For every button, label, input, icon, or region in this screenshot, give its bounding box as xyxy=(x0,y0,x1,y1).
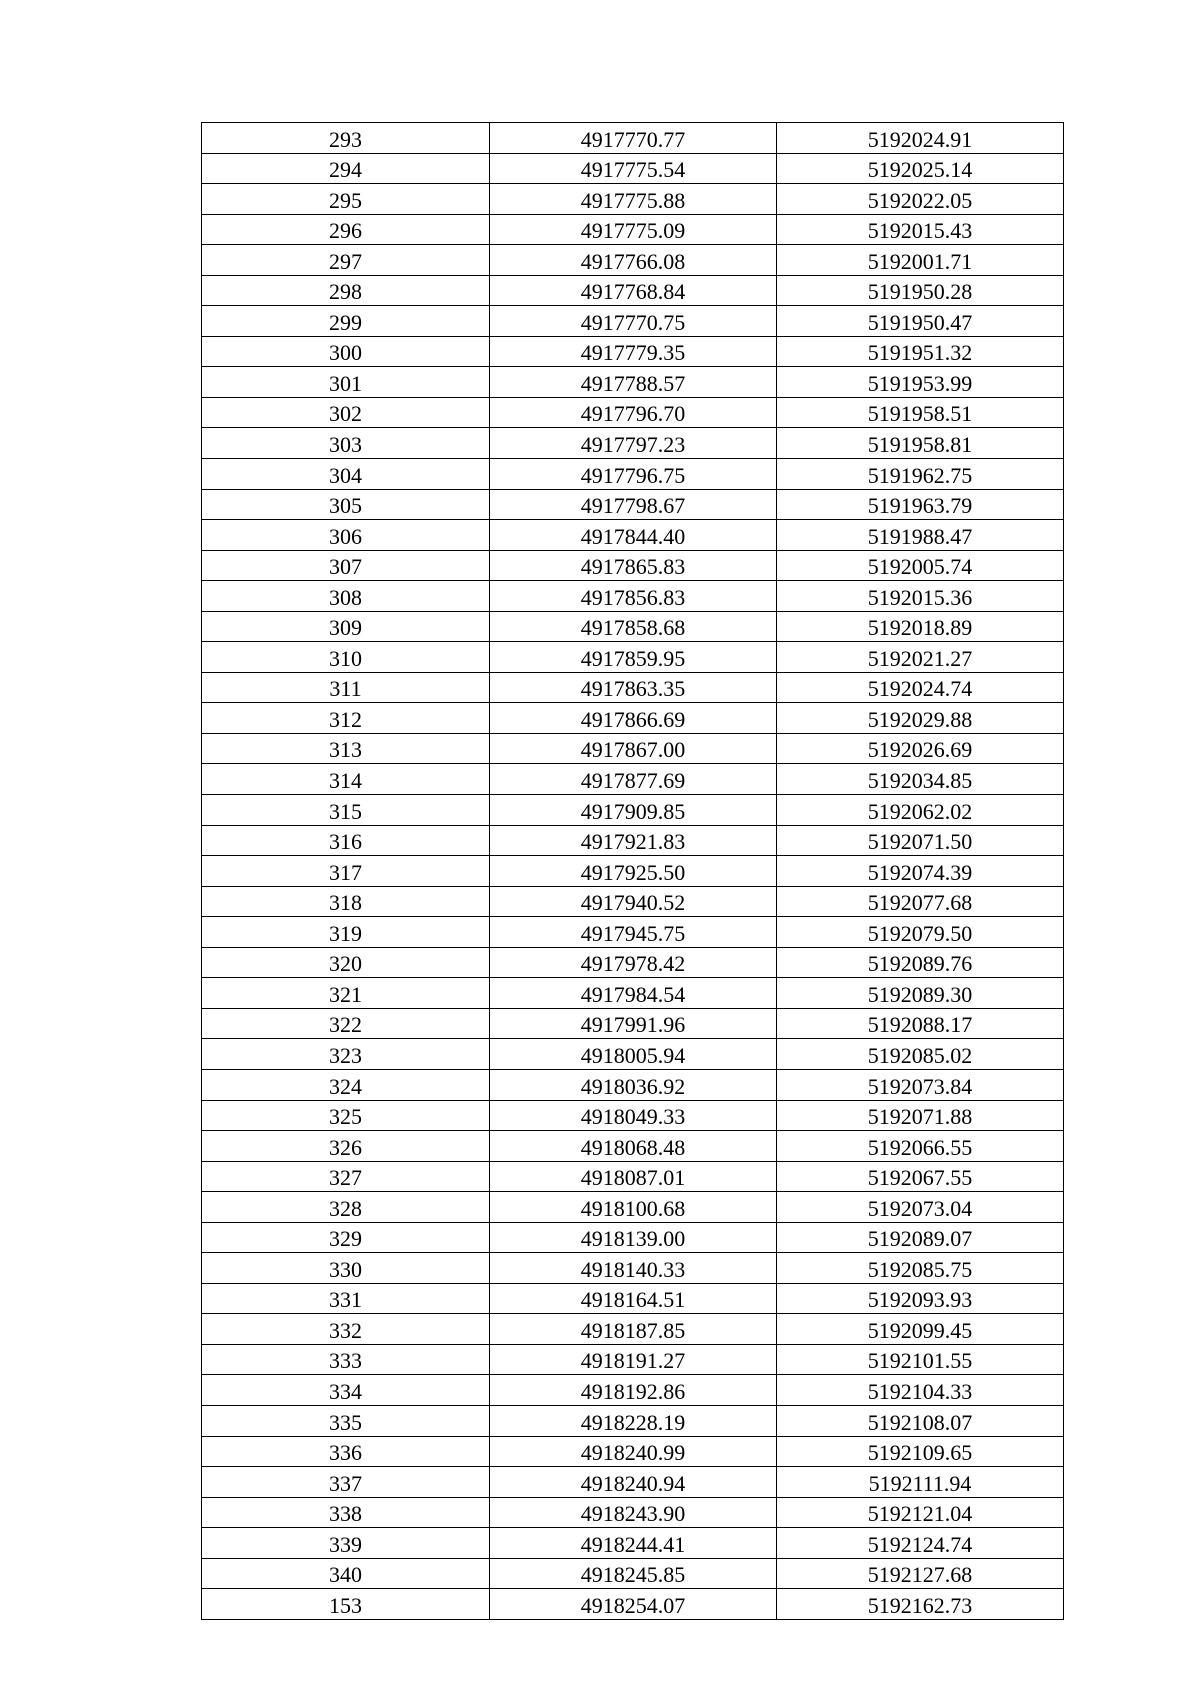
table-row xyxy=(202,1253,1064,1284)
x-coordinate-cell: 4917779.35 xyxy=(490,336,777,367)
table-row xyxy=(202,459,1064,490)
x-coordinate-cell: 4917796.70 xyxy=(490,397,777,428)
table-row xyxy=(202,1405,1064,1436)
table-row xyxy=(202,978,1064,1009)
table-row xyxy=(202,1497,1064,1528)
x-coordinate-cell: 4918240.94 xyxy=(490,1467,777,1498)
coordinates-table-body xyxy=(202,123,1064,1620)
point-number-cell: 302 xyxy=(202,397,490,428)
point-number-cell: 338 xyxy=(202,1497,490,1528)
table-row xyxy=(202,367,1064,398)
x-coordinate-cell: 4918005.94 xyxy=(490,1039,777,1070)
x-coordinate-cell: 4918036.92 xyxy=(490,1069,777,1100)
y-coordinate-cell: 5192071.88 xyxy=(777,1100,1064,1131)
y-coordinate-cell: 5191988.47 xyxy=(777,520,1064,551)
x-coordinate-cell: 4917797.23 xyxy=(490,428,777,459)
x-coordinate-cell: 4917768.84 xyxy=(490,275,777,306)
x-coordinate-cell: 4917798.67 xyxy=(490,489,777,520)
y-coordinate-cell: 5192022.05 xyxy=(777,184,1064,215)
x-coordinate-cell: 4917859.95 xyxy=(490,642,777,673)
x-coordinate-cell: 4918244.41 xyxy=(490,1528,777,1559)
x-coordinate-cell: 4918087.01 xyxy=(490,1161,777,1192)
coordinates-table xyxy=(201,122,1064,1620)
table-row xyxy=(202,1467,1064,1498)
table-row xyxy=(202,1436,1064,1467)
point-number-cell: 340 xyxy=(202,1558,490,1589)
point-number-cell: 331 xyxy=(202,1283,490,1314)
y-coordinate-cell: 5191958.51 xyxy=(777,397,1064,428)
point-number-cell: 294 xyxy=(202,153,490,184)
y-coordinate-cell: 5192024.91 xyxy=(777,123,1064,154)
table-row xyxy=(202,184,1064,215)
y-coordinate-cell: 5192099.45 xyxy=(777,1314,1064,1345)
y-coordinate-cell: 5192018.89 xyxy=(777,611,1064,642)
y-coordinate-cell: 5192162.73 xyxy=(777,1589,1064,1620)
x-coordinate-cell: 4917796.75 xyxy=(490,459,777,490)
y-coordinate-cell: 5191963.79 xyxy=(777,489,1064,520)
point-number-cell: 309 xyxy=(202,611,490,642)
table-row xyxy=(202,856,1064,887)
point-number-cell: 305 xyxy=(202,489,490,520)
table-row xyxy=(202,947,1064,978)
x-coordinate-cell: 4918100.68 xyxy=(490,1192,777,1223)
table-row xyxy=(202,581,1064,612)
point-number-cell: 332 xyxy=(202,1314,490,1345)
point-number-cell: 339 xyxy=(202,1528,490,1559)
x-coordinate-cell: 4917921.83 xyxy=(490,825,777,856)
x-coordinate-cell: 4917775.09 xyxy=(490,214,777,245)
y-coordinate-cell: 5192034.85 xyxy=(777,764,1064,795)
y-coordinate-cell: 5192066.55 xyxy=(777,1131,1064,1162)
x-coordinate-cell: 4917940.52 xyxy=(490,886,777,917)
x-coordinate-cell: 4917775.54 xyxy=(490,153,777,184)
y-coordinate-cell: 5192021.27 xyxy=(777,642,1064,673)
point-number-cell: 311 xyxy=(202,672,490,703)
x-coordinate-cell: 4917766.08 xyxy=(490,245,777,276)
x-coordinate-cell: 4917770.75 xyxy=(490,306,777,337)
y-coordinate-cell: 5192109.65 xyxy=(777,1436,1064,1467)
table-row xyxy=(202,1558,1064,1589)
table-row xyxy=(202,1192,1064,1223)
table-row xyxy=(202,153,1064,184)
point-number-cell: 323 xyxy=(202,1039,490,1070)
x-coordinate-cell: 4917991.96 xyxy=(490,1008,777,1039)
x-coordinate-cell: 4918139.00 xyxy=(490,1222,777,1253)
table-row xyxy=(202,795,1064,826)
table-row xyxy=(202,550,1064,581)
point-number-cell: 315 xyxy=(202,795,490,826)
x-coordinate-cell: 4917984.54 xyxy=(490,978,777,1009)
x-coordinate-cell: 4918245.85 xyxy=(490,1558,777,1589)
table-row xyxy=(202,1375,1064,1406)
y-coordinate-cell: 5192093.93 xyxy=(777,1283,1064,1314)
y-coordinate-cell: 5191951.32 xyxy=(777,336,1064,367)
point-number-cell: 310 xyxy=(202,642,490,673)
x-coordinate-cell: 4918068.48 xyxy=(490,1131,777,1162)
point-number-cell: 295 xyxy=(202,184,490,215)
table-row xyxy=(202,123,1064,154)
table-row xyxy=(202,1100,1064,1131)
point-number-cell: 301 xyxy=(202,367,490,398)
point-number-cell: 321 xyxy=(202,978,490,1009)
x-coordinate-cell: 4917770.77 xyxy=(490,123,777,154)
point-number-cell: 314 xyxy=(202,764,490,795)
point-number-cell: 299 xyxy=(202,306,490,337)
x-coordinate-cell: 4917978.42 xyxy=(490,947,777,978)
x-coordinate-cell: 4918049.33 xyxy=(490,1100,777,1131)
y-coordinate-cell: 5192074.39 xyxy=(777,856,1064,887)
table-row xyxy=(202,1039,1064,1070)
point-number-cell: 318 xyxy=(202,886,490,917)
y-coordinate-cell: 5192127.68 xyxy=(777,1558,1064,1589)
point-number-cell: 312 xyxy=(202,703,490,734)
point-number-cell: 317 xyxy=(202,856,490,887)
table-row xyxy=(202,1589,1064,1620)
y-coordinate-cell: 5192015.36 xyxy=(777,581,1064,612)
point-number-cell: 326 xyxy=(202,1131,490,1162)
x-coordinate-cell: 4917856.83 xyxy=(490,581,777,612)
x-coordinate-cell: 4918164.51 xyxy=(490,1283,777,1314)
y-coordinate-cell: 5192089.07 xyxy=(777,1222,1064,1253)
point-number-cell: 320 xyxy=(202,947,490,978)
y-coordinate-cell: 5192085.02 xyxy=(777,1039,1064,1070)
table-row xyxy=(202,611,1064,642)
x-coordinate-cell: 4918254.07 xyxy=(490,1589,777,1620)
x-coordinate-cell: 4917775.88 xyxy=(490,184,777,215)
table-row xyxy=(202,642,1064,673)
table-row xyxy=(202,214,1064,245)
y-coordinate-cell: 5192085.75 xyxy=(777,1253,1064,1284)
point-number-cell: 300 xyxy=(202,336,490,367)
y-coordinate-cell: 5192089.30 xyxy=(777,978,1064,1009)
y-coordinate-cell: 5191962.75 xyxy=(777,459,1064,490)
y-coordinate-cell: 5192024.74 xyxy=(777,672,1064,703)
point-number-cell: 297 xyxy=(202,245,490,276)
y-coordinate-cell: 5192077.68 xyxy=(777,886,1064,917)
table-row xyxy=(202,397,1064,428)
y-coordinate-cell: 5192029.88 xyxy=(777,703,1064,734)
table-row xyxy=(202,1008,1064,1039)
table-row xyxy=(202,275,1064,306)
point-number-cell: 298 xyxy=(202,275,490,306)
table-row xyxy=(202,489,1064,520)
y-coordinate-cell: 5192101.55 xyxy=(777,1344,1064,1375)
x-coordinate-cell: 4918191.27 xyxy=(490,1344,777,1375)
x-coordinate-cell: 4917867.00 xyxy=(490,733,777,764)
y-coordinate-cell: 5192073.04 xyxy=(777,1192,1064,1223)
point-number-cell: 296 xyxy=(202,214,490,245)
table-row xyxy=(202,733,1064,764)
table-row xyxy=(202,672,1064,703)
y-coordinate-cell: 5192111.94 xyxy=(777,1467,1064,1498)
table-row xyxy=(202,428,1064,459)
y-coordinate-cell: 5192015.43 xyxy=(777,214,1064,245)
x-coordinate-cell: 4917788.57 xyxy=(490,367,777,398)
x-coordinate-cell: 4917844.40 xyxy=(490,520,777,551)
point-number-cell: 329 xyxy=(202,1222,490,1253)
y-coordinate-cell: 5191958.81 xyxy=(777,428,1064,459)
y-coordinate-cell: 5192108.07 xyxy=(777,1405,1064,1436)
point-number-cell: 313 xyxy=(202,733,490,764)
table-row xyxy=(202,520,1064,551)
x-coordinate-cell: 4917925.50 xyxy=(490,856,777,887)
x-coordinate-cell: 4917865.83 xyxy=(490,550,777,581)
point-number-cell: 153 xyxy=(202,1589,490,1620)
table-row xyxy=(202,1344,1064,1375)
table-row xyxy=(202,1131,1064,1162)
y-coordinate-cell: 5192071.50 xyxy=(777,825,1064,856)
point-number-cell: 304 xyxy=(202,459,490,490)
point-number-cell: 307 xyxy=(202,550,490,581)
y-coordinate-cell: 5192089.76 xyxy=(777,947,1064,978)
table-row xyxy=(202,825,1064,856)
y-coordinate-cell: 5192079.50 xyxy=(777,917,1064,948)
table-row xyxy=(202,245,1064,276)
y-coordinate-cell: 5192067.55 xyxy=(777,1161,1064,1192)
y-coordinate-cell: 5192104.33 xyxy=(777,1375,1064,1406)
table-row xyxy=(202,1222,1064,1253)
point-number-cell: 334 xyxy=(202,1375,490,1406)
y-coordinate-cell: 5192121.04 xyxy=(777,1497,1064,1528)
y-coordinate-cell: 5192124.74 xyxy=(777,1528,1064,1559)
point-number-cell: 319 xyxy=(202,917,490,948)
y-coordinate-cell: 5192001.71 xyxy=(777,245,1064,276)
table-row xyxy=(202,306,1064,337)
y-coordinate-cell: 5192005.74 xyxy=(777,550,1064,581)
point-number-cell: 335 xyxy=(202,1405,490,1436)
table-row xyxy=(202,917,1064,948)
point-number-cell: 324 xyxy=(202,1069,490,1100)
point-number-cell: 306 xyxy=(202,520,490,551)
x-coordinate-cell: 4917877.69 xyxy=(490,764,777,795)
point-number-cell: 336 xyxy=(202,1436,490,1467)
y-coordinate-cell: 5191953.99 xyxy=(777,367,1064,398)
table-row xyxy=(202,1161,1064,1192)
x-coordinate-cell: 4918228.19 xyxy=(490,1405,777,1436)
x-coordinate-cell: 4917858.68 xyxy=(490,611,777,642)
table-row xyxy=(202,1283,1064,1314)
table-row xyxy=(202,764,1064,795)
point-number-cell: 333 xyxy=(202,1344,490,1375)
table-row xyxy=(202,1069,1064,1100)
x-coordinate-cell: 4918243.90 xyxy=(490,1497,777,1528)
x-coordinate-cell: 4917866.69 xyxy=(490,703,777,734)
point-number-cell: 322 xyxy=(202,1008,490,1039)
point-number-cell: 308 xyxy=(202,581,490,612)
point-number-cell: 337 xyxy=(202,1467,490,1498)
y-coordinate-cell: 5191950.47 xyxy=(777,306,1064,337)
y-coordinate-cell: 5192026.69 xyxy=(777,733,1064,764)
x-coordinate-cell: 4917863.35 xyxy=(490,672,777,703)
x-coordinate-cell: 4918192.86 xyxy=(490,1375,777,1406)
y-coordinate-cell: 5192025.14 xyxy=(777,153,1064,184)
x-coordinate-cell: 4917945.75 xyxy=(490,917,777,948)
point-number-cell: 293 xyxy=(202,123,490,154)
x-coordinate-cell: 4917909.85 xyxy=(490,795,777,826)
y-coordinate-cell: 5192073.84 xyxy=(777,1069,1064,1100)
table-row xyxy=(202,703,1064,734)
x-coordinate-cell: 4918140.33 xyxy=(490,1253,777,1284)
x-coordinate-cell: 4918187.85 xyxy=(490,1314,777,1345)
point-number-cell: 303 xyxy=(202,428,490,459)
table-row xyxy=(202,1314,1064,1345)
y-coordinate-cell: 5192088.17 xyxy=(777,1008,1064,1039)
y-coordinate-cell: 5192062.02 xyxy=(777,795,1064,826)
point-number-cell: 325 xyxy=(202,1100,490,1131)
x-coordinate-cell: 4918240.99 xyxy=(490,1436,777,1467)
table-row xyxy=(202,1528,1064,1559)
point-number-cell: 330 xyxy=(202,1253,490,1284)
point-number-cell: 316 xyxy=(202,825,490,856)
point-number-cell: 327 xyxy=(202,1161,490,1192)
point-number-cell: 328 xyxy=(202,1192,490,1223)
y-coordinate-cell: 5191950.28 xyxy=(777,275,1064,306)
table-row xyxy=(202,336,1064,367)
table-row xyxy=(202,886,1064,917)
